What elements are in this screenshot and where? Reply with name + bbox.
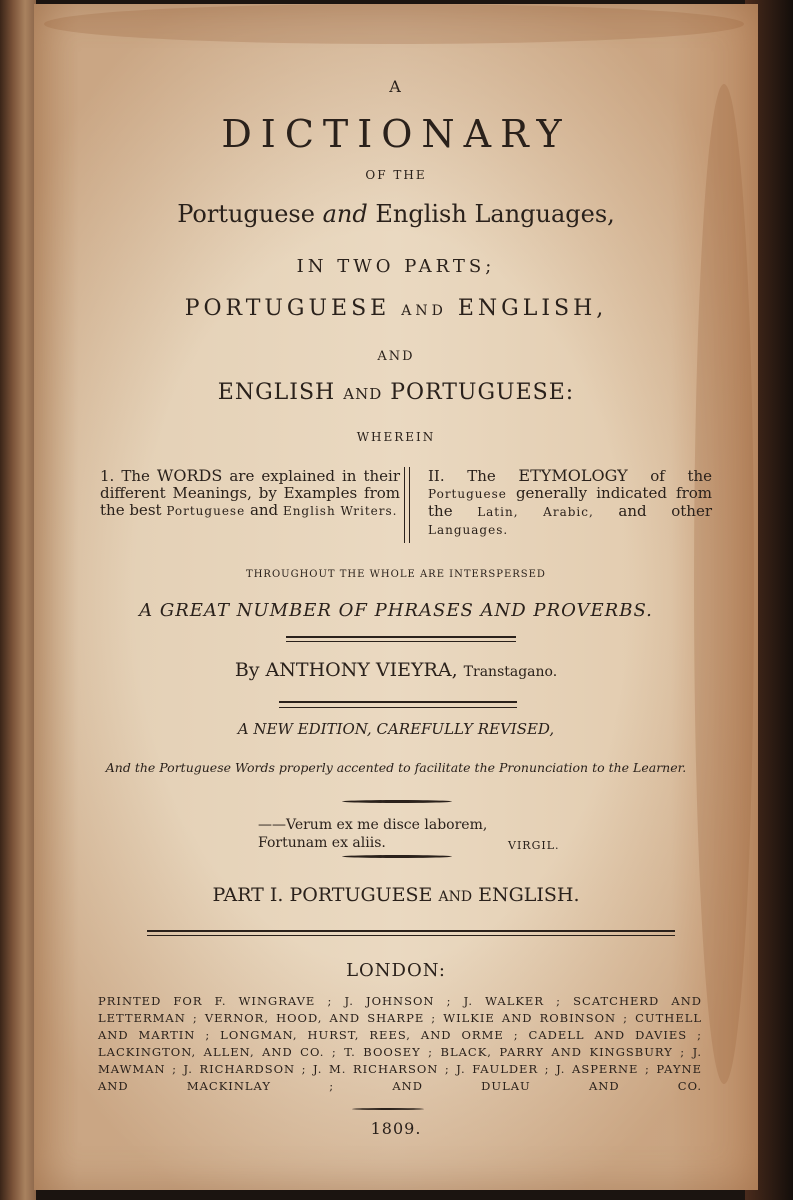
part-line: PART I. PORTUGUESE AND ENGLISH. — [212, 884, 580, 906]
author-line: By ANTHONY VIEYRA, Transtagano. — [234, 659, 558, 681]
rule-2a — [279, 701, 517, 703]
title-two-parts: IN TWO PARTS; — [296, 256, 496, 277]
title-and: AND — [377, 349, 415, 364]
rule-3a — [147, 930, 675, 932]
title-english-portuguese: ENGLISH AND PORTUGUESE: — [217, 380, 575, 405]
rule-2b — [279, 707, 517, 708]
imprint-printers: PRINTED FOR F. WINGRAVE ; J. JOHNSON ; J. WALKER ; SCATCHERD AND LETTERMAN ; VERNOR, HOOD, AND SHARPE ; WILKIE AND ROBINSON ; CUTHELL AND MARTIN ; LONGMAN, HURST, REES, AND ORME ; CADELL AND DAVIES ; LACKINGTON, ALLEN, AND CO. ; T. BOOSEY ; BLACK, PARRY AND KINGSBURY ; J. MAWMAN ; J. RICHARDSON ; J. M. RICHARSON ; J. FAULDER ; J. ASPERNE ; PAYNE AND MACKINLAY ; AND DULAU AND CO. — [98, 994, 702, 1093]
title-article: A — [389, 77, 403, 96]
quote-line-1: ——Verum ex me disce laborem, — [258, 817, 488, 833]
ornament-rule-1 — [342, 800, 452, 803]
title-dictionary: DICTIONARY — [221, 112, 571, 156]
phrases-line: A GREAT NUMBER OF PHRASES AND PROVERBS. — [139, 600, 653, 621]
top-stain — [44, 4, 744, 44]
interspersed-line: THROUGHOUT THE WHOLE ARE INTERSPERSED — [246, 569, 546, 580]
book-spine — [0, 0, 36, 1200]
title-portuguese-english: PORTUGUESE AND ENGLISH, — [184, 296, 608, 321]
rule-1b — [286, 641, 516, 642]
rule-1a — [286, 636, 516, 638]
column-divider — [404, 467, 410, 543]
title-page — [34, 4, 758, 1190]
wherein-label: WHEREIN — [356, 430, 436, 444]
imprint-city: LONDON: — [346, 960, 446, 981]
column-etymology: II. The ETYMOLOGY of the Portuguese generally indicated from the Latin, Arabic, and other Languages. — [428, 466, 713, 537]
edition-line: A NEW EDITION, CAREFULLY REVISED, — [237, 720, 555, 738]
column-words: 1. The WORDS are explained in their different Meanings, by Examples from the best Portuguese and English Writers. — [100, 466, 401, 519]
ornament-rule-3 — [352, 1108, 424, 1110]
pronunciation-line: And the Portuguese Words properly accented to facilitate the Pronunciation to the Learner. — [105, 760, 687, 775]
title-of-the: OF THE — [365, 168, 427, 182]
quote-line-2: Fortunam ex aliis. — [258, 835, 386, 851]
imprint-year: 1809. — [370, 1119, 422, 1138]
right-stain — [694, 84, 754, 1084]
ornament-rule-2 — [342, 855, 452, 858]
rule-3b — [147, 935, 675, 936]
quote-attribution: VIRGIL. — [508, 839, 560, 852]
title-languages: Portuguese and English Languages, — [177, 200, 615, 228]
